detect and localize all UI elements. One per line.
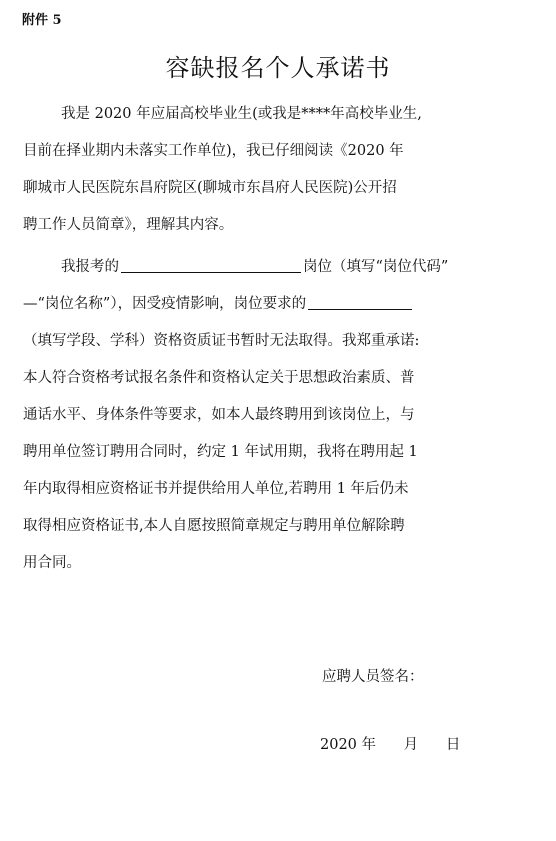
position-applied-suffix: 岗位（填写“岗位代码” (303, 259, 449, 275)
paragraph-line: 聘用单位签订聘用合同时，约定 1 年试用期，我将在聘用起 1 (23, 444, 418, 460)
paragraph-line: 用合同。 (23, 555, 81, 571)
paragraph-line: 年内取得相应资格证书并提供给用人单位,若聘用 1 年后仍未 (23, 481, 409, 497)
position-requirement-line (23, 292, 412, 313)
date-line (320, 733, 460, 754)
paragraph-line: （填写学段、学科）资格资质证书暂时无法取得。我郑重承诺: (23, 333, 420, 349)
paragraph-line: 聘工作人员简章》，理解其内容。 (23, 217, 234, 233)
paragraph-line: 目前在择业期内未落实工作单位)，我已仔细阅读《2020 年 (23, 143, 404, 159)
date-day: 日 (445, 737, 461, 753)
paragraph-line: 通话水平、身体条件等要求，如本人最终聘用到该岗位上，与 (23, 407, 415, 423)
paragraph-line: 取得相应资格证书,本人自愿按照简章规定与聘用单位解除聘 (23, 518, 405, 534)
paragraph-line: 我是 2020 年应届高校毕业生(或我是****年高校毕业生, (61, 106, 422, 122)
attachment-label: 附件 5 (22, 13, 62, 28)
paragraph-line: 本人符合资格考试报名条件和资格认定关于思想政治素质、普 (23, 370, 415, 386)
position-applied-prefix: 我报考的 (61, 259, 119, 275)
date-month: 月 (403, 737, 419, 753)
position-applied-line (61, 255, 448, 276)
date-year: 2020 年 (320, 737, 377, 753)
position-requirement-prefix: —“岗位名称”），因受疫情影响，岗位要求的 (23, 296, 307, 312)
certificate-blank-field[interactable] (308, 293, 412, 310)
position-blank-field[interactable] (121, 256, 301, 273)
signature-label: 应聘人员签名： (322, 669, 424, 685)
document-title: 容缺报名个人承诺书 (165, 54, 391, 82)
paragraph-line: 聊城市人民医院东昌府院区(聊城市东昌府人民医院)公开招 (23, 180, 397, 196)
